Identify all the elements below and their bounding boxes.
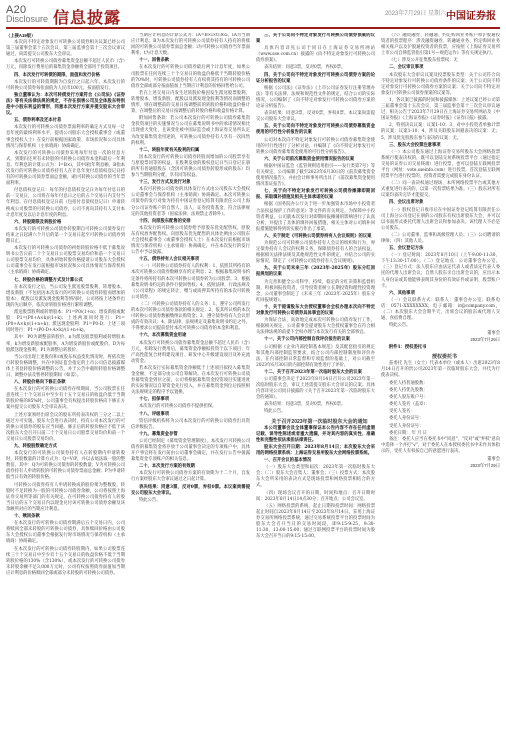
paragraph: 在本次发行的可转换公司债券转股期内，如果公司股票连续三十个交易日中至少有十五个交易日的收盘价格不低于当期转股价格的130%（含130%），或本次发行的可转换公司债券未转股余额不足3,000万元时，公司有权按照债券面值加当期应计利息的价格赎回全部或部分未转股的可转换公司债券。 [6,546,125,576]
paragraph-heading: 十四、向原股东配售的安排 [139,218,191,224]
paragraph-heading: 八、关于制定《可转换公司债券持有人会议规则》的议案 [264,233,372,239]
paragraph-heading: 一、召开会议的基本情况 [264,458,312,464]
article-columns [6,33,500,745]
paragraph: （一）可转换公司债券持有人的权利：1、依照其所持有的本次可转换公司债券数额享有约定利息；2、根据募集说明书约定条件将所持有的本次可转换公司债券转为公司股票；3、根据募集说明书约定的条件行使回售权；4、依照法律、行政法规及《公司章程》的规定转让、赠与或质押其所持有的本次可转换公司债券。 [131,264,250,300]
paragraph: 特此公告。 [264,409,286,415]
paragraph: 本次发行的可转换公司债券给予原股东优先配售权，原股东有权放弃配售权。向原股东优先配售的具体比例由公司股东大会授权董事会（或董事会授权人士）在本次发行前根据市场情况与保荐机构（主承销商）协商确定，并在本次发行的发行公告中予以披露。 [131,225,250,256]
paragraph-heading: 四、关于公司向不特定对象发行可转换公司债券方案的论证分析报告的议案 [256,72,375,84]
paragraph: 在本次发行的可转换公司债券最后两个计息年度，如果公司股票在任何连续三十个交易日的收盘价格低于当期转股价格的70%时，可转换公司债券持有人有权将其持有的可转换公司债券全部或部分按面值加上当期应计利息的价格回售给公司。 [131,65,250,89]
paragraph: 表决结果：同意3票，反对0票，弃权0票。 [264,402,346,408]
paragraph-heading: 六、其他事项 [389,290,415,296]
paragraph-heading: 三、股东大会投票注意事项 [389,142,441,148]
paragraph: 委托人持普通股数： [389,379,428,385]
paragraph-heading: 附件1：授权委托书 [389,344,427,350]
paragraph-heading: 十二、转股年度有关股利的归属 [139,147,200,153]
newspaper-name: 中国证券报 [446,11,496,22]
paragraph: 根据《公司法》《证券法》《上市公司证券发行注册管理办法》等有关法律、法规和规范性文件的规定，结合公司的实际情况，公司编制了《向不特定对象发行可转换公司债券方案的论证分析报告》。 [256,85,375,110]
paragraph: （一）股东大会类型和届次：2023年第一次临时股东大会；（二）股东大会召集人：董事会；（三）投票方式：本次股东大会所采用的表决方式是现场投票和网络投票相结合的方式。 [256,465,375,489]
paragraph: 根据《国务院办公厅关于进一步加强资本市场中小投资者合法权益保护工作的意见》等文件的有关规定，为保障中小投资者利益，公司就本次发行对即期回报摊薄的影响进行了认真分析，并提出了具体的填补回报措施，相关主体对公司填补回报措施能够得到切实履行作出了承诺。 [256,202,375,232]
paragraph: 委托人股东账户号： [389,394,428,400]
paragraph: 根据中国证监会《监管规则适用指引——发行类第7号》等有关规定，公司编制了截至2023年6月30日的《前次募集资金使用情况报告》，并由会计师事务所出具了《前次募集资金使用情况鉴证报告》。 [256,163,375,188]
paragraph-heading: 四、本次发行可转债的期限、面值和发行价格 [14,72,100,78]
paragraph: 特此公告。 [139,497,161,503]
paragraph-heading: 十一、关于公司内部控制自我评价报告的议案 [264,337,350,343]
paragraph: 具体内容详见公司于同日在上海证券交易所网站（www.sse.com.cn）披露的《向不特定对象发行可转换公司债券预案》。 [256,46,375,64]
paragraph: 受托人身份证号： [389,422,424,428]
paragraph: （上接A19版） [6,33,36,38]
paragraph: 为完善和健全公司科学、持续、稳定的分红决策和监督机制，积极回报投资者，引导投资者树立长期投资和理性投资理念，公司董事会制定了《未来三年（2023年-2025年）股东分红回报规划》。 [256,279,375,303]
paragraph: 表决结果：同意3票，反对0票，弃权0票。本议案尚需提交公司股东大会审议。 [256,111,375,123]
paragraph: 表决结果：同意3票，反对0票，弃权0票。 [264,65,346,71]
paragraph: 付息债权登记日：每年的付息债权登记日为每年付息日的前一交易日，公司将在每年付息日之后的五个交易日内支付当年利息。在付息债权登记日前（包括付息债权登记日）申请转换成公司股票的可转换公司债券，公司不再向其持有人支付本计息年度及以后计息年度的利息。 [6,188,125,218]
paragraph: 委托日期： 年 月 日 [389,429,427,435]
paragraph-heading: 九、关于公司未来三年（2023年-2025年）股东分红回报规划的议案 [256,266,375,278]
paragraph: 特此公告。 [389,323,411,329]
paragraph-heading: 五、债券利率及还本付息 [14,118,62,124]
paragraph: 本次发行可转换公司债券方案的有效期为十二个月，自发行方案经股东大会审议通过之日起计算。 [131,471,250,483]
page-header [0,0,506,26]
paragraph-heading: 二十、本次发行方案的有效期 [139,464,195,470]
paragraph: 本次发行的可转换公司债券采用每年付息一次的付息方式，到期归还所有未转股的可转换公司债券本金和最后一年利息。年利息的计算公式为：I=B×i，其中I指年利息额，B指本次发行的可转换公司债券持有人在计息年度付息债权登记日持有的可转换公司债券票面总金额，i指可转换公司债券的当年票面利率。 [6,150,125,187]
paragraph: 董事会 [487,330,500,336]
paragraph: 本次股东大会审议议案及投票股东类型：关于公司符合向不特定对象发行可转换公司债券条件的议案；关于公司向不特定对象发行可转换公司债券方案的议案；关于公司向不特定对象发行可转换公司债券预案的议案等。 [381,72,500,96]
paragraph: 委托人身份证号： [389,415,424,421]
paragraph: 2023年7月29日 [470,463,500,469]
paragraph: （五）网络投票的系统、起止日期和投票时间：网络投票起止时间自2023年8月14日至2023年8月14日。采用上海证券交易所网络投票系统，通过交易系统投票平台的投票时间为股东大会召开当日的交易时间段，即9:15-9:25，9:30-11:30，13:00-15:00；通过互联网投票平台的投票时间为股东大会召开当日的9:15-15:00。 [256,503,375,540]
section-code: A20 [6,4,27,16]
header-rule [6,27,500,29]
paragraph: 本次发行的可转换公司债券不提供担保。 [139,404,217,410]
paragraph: 公司根据《企业内部控制基本规范》及其配套指引的规定和其他内部控制监管要求，结合公司内部控制制度和评价办法，在内部控制日常监督和专项监督的基础上，对公司截至2023年6月30日的内部控制有效性进行了评价。 [256,344,375,368]
paragraph: 为规范公司可转换公司债券持有人会议的组织和行为，界定债券持有人会议的权利义务，保障债券持有人的合法权益，根据相关法律法规及其他规范性文件的规定，并结合公司的实际情况，制定了《可转换公司债券持有人会议规则》。 [256,241,375,265]
paragraph-heading: 独立董事认为：本次可转债发行方案符合《公司法》《证券法》等有关法律法规的规定，不存在损害公司及全体股东特别是中小股东利益的情形，同意本次发行方案并提交股东大会审议。 [6,92,125,117]
paragraph: （七）涉及公开征集股东投票权：无 [389,58,458,64]
paragraph: 本次发行的可转换公司债券转股期自可转换公司债券发行结束之日起满六个月后的第一个交易日起至可转换公司债券到期日止。 [6,226,125,244]
paragraph: 若在上述交易日内发生过转股价格因发生派送股票股利、转增股本、增发新股、配股以及派发现金股利等情况而调整的情形，则在调整前的交易日按调整前的转股价格和收盘价格计算，在调整后的交易日按调整后的转股价格和收盘价格计算。 [131,90,250,115]
paragraph: （一）本公司股东通过上海证券交易所股东大会网络投票系统行使表决权的，既可以登陆交易系统投票平台（通过指定交易的证券公司交易终端）进行投票，也可以登陆互联网投票平台（网址：vote.sseinfo.com）进行投票。首次登陆互联网投票平台进行投票的，投资者需要完成股东身份认证。 [381,149,500,180]
paragraph: （六）融资融券、转融通、约定购回业务账户和沪股通投资者的投票程序：涉及融资融券、转融通业务、约定购回业务相关账户以及沪股通投资者的投票，应按照《上海证券交易所上市公司自律监管指引第1号—规范运作》等有关规定执行。 [381,33,500,57]
paragraph: 公司已经制定《募集资金管理制度》，本次发行可转换公司债券的募集资金将存放于公司董事会决定的专项账户中，具体开户事宜将在发行前由公司董事会确定，并在发行公告中披露募集资金专项账户的相关信息。 [131,438,250,463]
paragraph: 附加回售条款：若公司本次发行的可转换公司债券募集资金投资项目的实施情况与公司在募集说明书中的承诺情况相比出现重大变化，且该变化被中国证监会或上海证券交易所认定为改变募集资金用途的，可转换公司债券持有人享有一次回售的权利。 [131,116,250,146]
paragraph-heading: 本公司董事会及全体董事保证本公告内容不存在任何虚假记载、误导性陈述或者重大遗漏，并对其内容的真实性、准确性和完整性依法承担法律责任。 [256,425,375,443]
paragraph: 资信评级机构将为公司本次发行的可转换公司债券出具资信评级报告。 [131,418,250,430]
paragraph: （四）现场会议召开的日期、时间和地点：召开日期时间：2023年8月14日14点30分；召开地点：公司会议室。 [256,490,375,502]
paragraph-heading: 五、关于公司向不特定对象发行可转换公司债券募集资金使用的可行性分析报告的议案 [256,124,375,136]
paragraph: 董事会 [487,456,500,461]
paragraph: 备注：委托人应当在委托书中"同意"、"反对"或"弃权"意向中选择一个并打"√"，对于委托人在本授权委托书中未作具体指示的，受托人有权按自己的意愿进行表决。 [381,436,500,454]
paragraph-heading: 十三、发行方式及发行对象 [139,180,191,186]
paragraph-heading: 十九、募集资金存管 [139,431,178,437]
paragraph-heading: 表决结果：同意3票，反对0票，弃权0票。本议案尚需提交公司股东大会审议。 [131,484,250,496]
paragraph: （二）同一表决权通过现场、本所网络投票平台或其他方式重复进行表决的，以第一次投票结果为准。（三）股东对所有议案均表决完毕才能提交。 [381,181,500,199]
paragraph: 当期应计利息的计算公式为：IA=B×i×t/365。IA为当期应计利息；B为本次发行的可转换公司债券持有人持有的将赎回的可转换公司债券票面总金额；i为可转换公司债券当年票面利率；t为计息天数。 [131,33,250,57]
paragraph: 其中：P0为调整前转股价，n为派送股票股利或转增股本率，k为增发新股或配股率，A为增发新股价或配股价，D为每股派送现金股利，P1为调整后转股价。 [6,335,125,353]
paragraph: 因本次发行的可转换公司债券转股而增加的公司股票享有与原股票同等的权益，在股利发放的股权登记日当日登记在册的所有普通股股东（含因可转换公司债券转股形成的股东）均参与当期股利分配，享有同等权益。 [131,154,250,179]
paragraph-heading: 十一、回售条款 [139,58,170,64]
paragraph-heading: 七、转股价格的调整方式及计算公式 [14,277,83,283]
notice-title: 授权委托书 [431,353,457,360]
paragraph-heading: 九、转股股数确定方式 [14,444,57,449]
paragraph-heading: 四、会议出席对象 [389,200,424,206]
paragraph-heading: 十七、担保事项 [139,397,170,403]
paragraph: 本次发行可转换公司债券募集资金总额不超过人民币（含）万元，扣除发行费用后的募集资金净额将全部用于投资项目。 [6,59,125,71]
paragraph: 兹委托 先生（女士）代表本单位（或本人）出席2023年8月14日召开的贵公司2023年第一次临时股东大会，并代为行使表决权。 [381,360,500,378]
paragraph-heading: 八、转股价格向下修正条款 [14,380,66,386]
paragraph: 2023年7月29日 [470,337,500,343]
paragraph-heading: 十二、关于召开2023年第一次临时股东大会的议案 [264,369,362,375]
paragraph-heading: 七、关于向不特定对象发行可转换公司债券摊薄即期回报、采取填补措施及相关主体承诺的议案 [256,189,375,201]
paragraph: 本次发行的可转换公司债券的初始转股价格不低于募集说明书公告日前二十个交易日公司股票交易均价和前一个交易日公司股票交易均价，具体初始转股价格提请公司股东大会授权公司董事会在发行前根据市场状况和公司具体情况与保荐机构（主承销商）协商确定。 [6,246,125,276]
paragraph: 当公司出现上述股份和/或股东权益变化情况时，将依次进行转股价格调整，并在中国证监会指定的上市公司信息披露媒体上刊登转股价格调整的公告，并于公告中载明转股价格调整日、调整办法及暂停转股期间（如需）。 [6,354,125,378]
paragraph: 1、各议案已披露的时间和披露媒体：上述议案已经公司第三届董事会第十五次会议、第三届监事会第十三次会议审议通过，相关公告于2023年7月29日在上海证券交易所网站及《中国证券报》《上海证券报》《证券时报》《证券日报》披露。 [381,97,500,122]
notice-title: 关于召开2023年第一次临时股东大会的通知 [271,418,368,425]
paragraph: 受托人签名： [389,408,415,414]
paragraph-heading: 十六、本次募集资金用途 [139,333,187,339]
paragraph-heading: 十、赎回条款 [14,514,40,520]
paragraph: 委托人持优先股数： [389,387,428,393]
paragraph: （一）股权登记日收市后在中国证券登记结算有限责任公司上海分公司登记在册的公司股东有权出席股东大会，并可以以书面形式委托代理人出席会议和参加表决。该代理人不必是公司股东。 [381,207,500,231]
section-english-name: Disclosure [6,14,49,24]
paragraph-heading: 十八、评级事项 [139,411,170,417]
paragraph: 上述方案须经出席会议的股东所持表决权的三分之二以上通过方可实施。股东大会进行表决时，持有公司本次发行的可转换公司债券的股东应当回避。修正后的转股价格应不低于该次股东大会召开日前二十个交易日公司股票交易均价和前一个交易日公司股票交易均价。 [6,412,125,442]
paragraph: 本次可转换公司债券的具体发行方式由公司股东大会授权公司董事会与保荐机构（主承销商）协商确定。本次可转换公司债券的发行对象为持有中国证券登记结算有限责任公司上海分公司证券账户的自然人、法人、证券投资基金、符合法律规定的其他投资者等（国家法律、法规禁止者除外）。 [131,187,250,217]
paragraph-heading: 二、会议审议事项 [389,65,424,71]
issue-date: 2023年7月29日 星期六 [384,11,446,17]
paragraph: 本次向不特定对象发行可转换公司债券相关议案已经公司第三届董事会第十五次会议、第三届监事会第十三次会议审议通过，尚需提交公司股东大会审议。 [6,40,125,58]
paragraph: 本次发行的可转换公司债券票面利率的确定方式及每一计息年度的最终利率水平，提请公司股东大会授权董事会（或董事会授权人士）在发行前根据国家政策、市场状况和公司具体情况与保荐机构（主承销商）协商确定。 [6,125,125,149]
paragraph-heading: 股东大会召开日期：2023年8月14日；本次股东大会采用的网络投票系统：上海证券交易所股东大会网络投票系统。 [256,444,375,456]
paragraph-heading: 十、关于提请股东大会授权董事会全权办理本次向不特定对象发行可转换公司债券具体事宜的议案 [256,304,375,317]
paragraph: （一）会议联系方式：联系人：董事会办公室；联系电话：0571-XXXXXXXX；电子邮箱：ir@company.com。（二）本次股东大会会期半天，出席会议的股东或代理人交通、食宿费自理。 [381,297,500,322]
paragraph: 委托人签名（盖章）： [389,401,430,407]
paragraph: 可转换公司债券持有人申请转换成的股份须为整数股。转股时不足转换为一股的可转换公司债券余额，公司将按照上海证券交易所等部门的有关规定，在可转换公司债券持有人转股当日后的五个交易日内以现金兑付该可转换公司债券余额及该余额所对应的当期应计利息。 [6,482,125,512]
paragraph: 本次发行的可转债期限为自发行之日起六年。本次发行的可转换公司债券每张面值为人民币100元，按面值发行。 [6,79,125,91]
paragraph: 在本次发行的可转换公司债券存续期间，当公司股票在任意连续三十个交易日中至少有十五个交易日的收盘价低于当期转股价格的85%时，公司董事会有权提出转股价格向下修正方案并提交公司股东大会审议表决。 [6,387,125,411]
paragraph: 公司对本次向不特定对象发行可转换公司债券募集资金使用的可行性进行了分析讨论，并编制了《向不特定对象发行可转换公司债券募集资金使用的可行性分析报告》。 [256,137,375,155]
paragraph-heading: 三、关于公司向不特定对象发行可转换公司债券预案的议案 [256,33,375,45]
column-3 [256,33,375,745]
column-1 [6,33,125,745]
paragraph-heading: 六、关于公司前次募集资金使用情况报告的议案 [264,156,355,162]
paragraph-heading: 五、会议登记方法 [389,246,424,252]
paragraph-heading: 六、转股期限及转股价格 [14,219,62,225]
paragraph: （二）公司董事、监事和高级管理人员；（三）公司聘请的律师；（四）其他人员。 [381,232,500,244]
paragraph: 在本次发行之后，当公司发生派送股票股利、转增股本、增发新股（不包括因本次发行的可转换公司债券转股而增加的股本）、配股以及派发现金股利等情况时，公司将按上述条件出现的先后顺序，依次对转股价格进行累积调整。 [6,284,125,308]
paragraph: （二）可转换公司债券持有人的义务：1、遵守公司所发行的本次可转换公司债券条款的相关规定；2、依其所认购的本次可转换公司债券数额缴纳认购资金；3、遵守债券持有人会议形成的有效决议；4、除法律、法规规定及募集说明书约定之外，不得要求公司提前偿付本次可转换公司债券的本金和利息。 [131,301,250,332]
column-2 [131,33,250,745]
paragraph: 为保证合法、高效地完成本次可转换公司债券发行工作，根据相关规定，公司董事会提请股东大会授权董事会在符合相关法律法规的前提下全权办理与本次发行有关的全部事宜。 [256,318,375,336]
paragraph: 2、特别决议议案：议案1-10；3、对中小投资者单独计票的议案：议案1-10；4、涉及关联股东回避表决的议案：无；5、涉及优先股股东参与表决的议案：无。 [381,123,500,141]
paragraph: 本次发行的可转换公司债券持有人在转股期内申请转股时，转股数量的计算方式为：Q=V/P，并以去尾法取一股的整数倍。其中：Q为可转换公司债券的转股数量；V为可转换公司债券持有人申请转股的可转换公司债券票面总金额；P为申请转股当日有效的转股价格。 [6,451,125,481]
paragraph-heading: 十五、债券持有人会议相关事项 [139,257,200,263]
paragraph: （一）登记时间：2023年8月10日（上午9:00-11:30，下午13:30-17:00）。（二）登记地点：公司董事会办公室。（三）登记方式：法人股东应由法定代表人或者法定代表人委托的代理人出席会议；自然人股东亲自出席会议的，应出示本人身份证或其他能够表明其身份的有效证件或证明、股票账户卡。 [381,253,500,289]
paragraph: 在本次发行的可转换公司债券期满后五个交易日内，公司将赎回全部未转股的可转换公司债券，具体赎回价格由公司股东大会授权公司董事会根据发行时市场情况与保荐机构（主承销商）协商确定。 [6,521,125,545]
paragraph: 公司董事会决定于2023年8月14日召开公司2023年第一次临时股东大会，审议上述需提交股东大会审议的议案。具体内容详见公司同日披露的《关于召开2023年第一次临时股东大会的通知》。 [256,376,375,401]
section-title: 信息披露 [53,10,122,27]
paragraph: 派送股票股利或转增股本：P1=P0/(1+n)；增发新股或配股：P1=(P0+A×k)/(1+k)；上述两项同时进行：P1=(P0+A×k)/(1+n+k)；派送现金股利：P1=P0-D；上述三项同时进行：P1=(P0-D+A×k)/(1+n+k)。 [6,310,125,334]
paragraph: 若本次发行实际募集资金净额低于上述项目拟投入募集资金金额，不足部分由公司自筹解决。在本次发行可转换公司债券募集资金到位之前，公司将根据募集资金投资项目实施进度的实际情况以自筹资金先行投入，并在募集资金到位后按照相关法规规定的程序予以置换。 [131,365,250,396]
column-4 [381,33,500,745]
paragraph: 本次发行可转换公司债券募集资金总额不超过人民币（含）万元，扣除发行费用后，募集资金净额拟投资于以下项目：年产高性能复合材料建设项目、研发中心升级建设项目及补充流动资金。 [131,340,250,364]
